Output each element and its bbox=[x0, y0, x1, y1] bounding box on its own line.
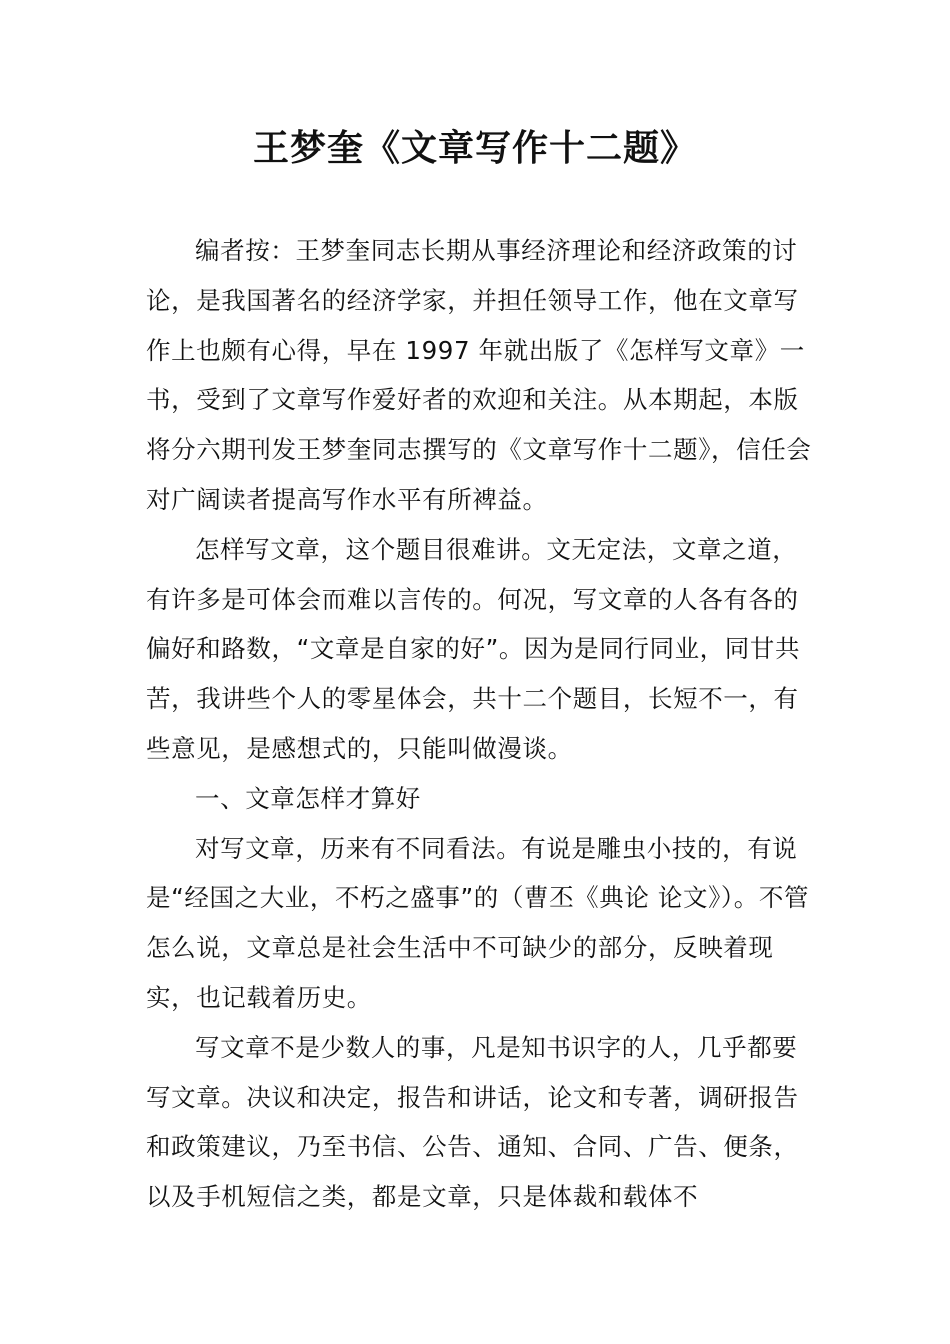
document-title: 王梦奎《文章写作十二题》 bbox=[252, 127, 697, 169]
intro-paragraph: 怎样写文章，这个题目很难讲。文无定法，文章之道，有许多是可体会而难以言传的。何况，写文章的人各有各的偏好和路数，“文章是自家的好”。因为是同行同业，同甘共苦，我讲些个人的零星体会，共十二个题目，长短不一，有些意见，是感想式的，只能叫做漫谈。 bbox=[146, 534, 801, 763]
editor-note-paragraph: 编者按：王梦奎同志长期从事经济理论和经济政策的讨论，是我国著名的经济学家，并担任领导工作，他在文章写作上也颇有心得，早在 1997 年就出版了《怎样写文章》一书，受到了文章写作爱好者的欢迎和关注。从本期起，本版将分六期刊发王梦奎同志撰写的《文章写作十二题》，信任会对广阔读者提高写作水平有所裨益。 bbox=[146, 236, 812, 514]
body-paragraph: 对写文章，历来有不同看法。有说是雕虫小技的，有说是“经国之大业，不朽之盛事”的（曹丕《典论 论文》）。不管怎么说，文章总是社会生活中不可缺少的部分，反映着现实，也记载着历史。 bbox=[146, 833, 810, 1012]
document-body bbox=[146, 226, 816, 1222]
body-paragraph: 写文章不是少数人的事，凡是知书识字的人，几乎都要写文章。决议和决定，报告和讲话，论文和专著，调研报告和政策建议，乃至书信、公告、通知、合同、广告、便条，以及手机短信之类，都是文章，只是体裁和载体不 bbox=[146, 1032, 799, 1212]
section-heading: 一、文章怎样才算好 bbox=[195, 783, 421, 813]
